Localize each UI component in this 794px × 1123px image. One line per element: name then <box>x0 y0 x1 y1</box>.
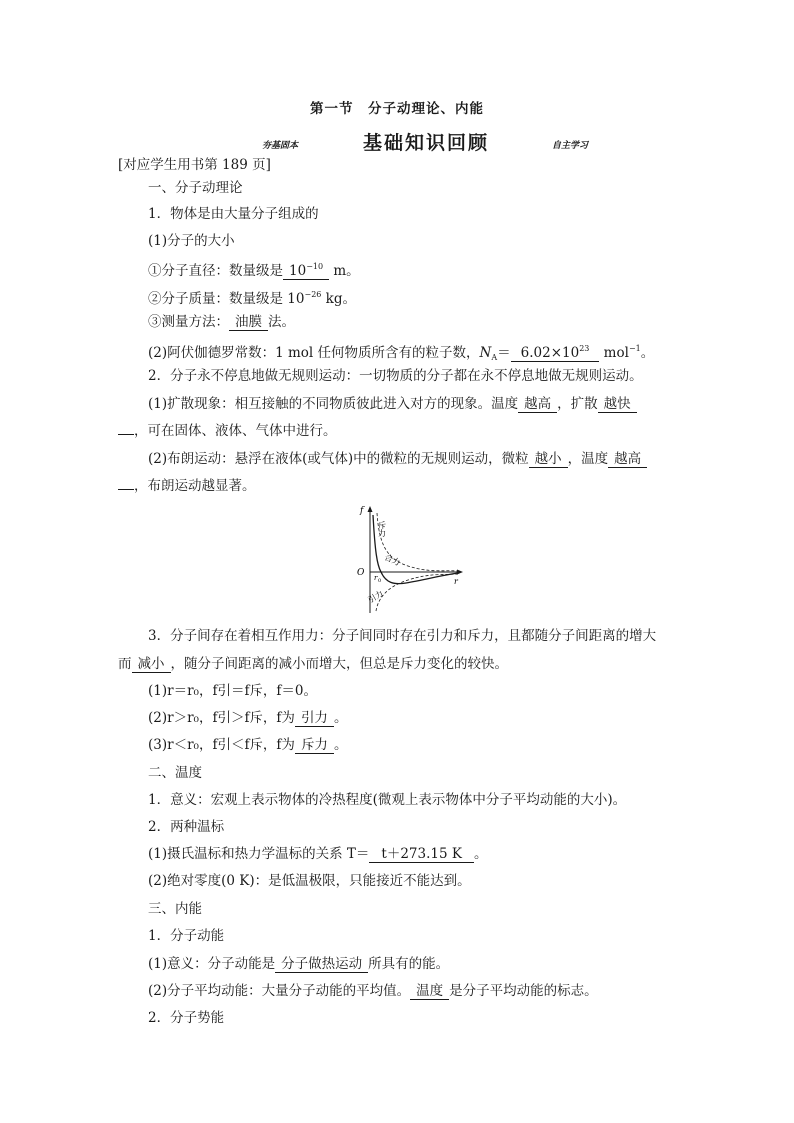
answer-blank: 引力 <box>295 710 334 727</box>
answer-blank <box>511 341 600 362</box>
banner-left-label: 夯基固本 <box>262 141 299 151</box>
paragraph-continuation <box>118 655 508 673</box>
text: ＝ <box>497 345 511 361</box>
answer-blank: 越快 <box>598 396 637 413</box>
text: ③测量方法： <box>148 314 229 330</box>
paragraph: 3．分子间存在着相互作用力：分子间同时存在引力和斥力，且都随分子间距离的增大 <box>148 628 657 644</box>
text: mol <box>599 345 629 361</box>
repulsion-label: 斥力 <box>377 521 387 537</box>
banner-right-label: 自主学习 <box>552 141 589 151</box>
r0-label: r <box>374 574 378 582</box>
paragraph <box>148 450 647 468</box>
text: ①分子直径：数量级是 <box>148 263 283 279</box>
text: 10 <box>289 263 307 279</box>
molecular-force-diagram <box>348 503 464 615</box>
paragraph <box>148 340 654 367</box>
text: 所具有的能。 <box>368 956 450 972</box>
text: (2)r＞r₀，f引＞f斥，f为 <box>148 710 295 726</box>
paragraph <box>148 259 360 280</box>
text: ，温度 <box>567 451 609 467</box>
text: 。 <box>333 710 348 726</box>
attraction-curve <box>376 574 458 611</box>
paragraph: 2．两种温标 <box>148 819 225 835</box>
text: ，随分子间距离的减小而增大，但总是斥力变化的较快。 <box>170 656 508 672</box>
paragraph: 1．分子动能 <box>148 928 225 944</box>
text: 法。 <box>268 314 295 330</box>
answer-blank: 斥力 <box>295 737 334 754</box>
section-heading-2: 二、温度 <box>148 765 202 781</box>
paragraph: 2．分子势能 <box>148 1010 225 1026</box>
text: ，扩散 <box>557 396 598 412</box>
text: (1)扩散现象：相互接触的不同物质彼此进入对方的现象。温度 <box>148 396 519 412</box>
text: ，可在固体、液体、气体中进行。 <box>134 423 337 439</box>
exponent: −26 <box>304 290 322 299</box>
paragraph <box>148 709 347 727</box>
exponent: −1 <box>628 344 641 353</box>
text: m。 <box>329 263 360 279</box>
f-axis-arrow-icon <box>368 506 373 512</box>
text: kg。 <box>321 291 356 307</box>
book-reference: [对应学生用书第 189 页] <box>118 157 271 173</box>
text: (2)分子平均动能：大量分子动能的平均值。 <box>148 983 411 999</box>
text: (3)r＜r₀，f引＜f斥，f为 <box>148 737 295 753</box>
section-heading-1: 一、分子动理论 <box>148 180 243 196</box>
paragraph <box>148 313 295 331</box>
answer-blank: 越小 <box>529 451 568 468</box>
symbol: N <box>479 345 492 361</box>
text: 6.02×10 <box>520 345 580 361</box>
text: (1)摄氏温标和热力学温标的关系 T＝ <box>148 846 370 862</box>
paragraph: (1)r＝r₀，f引＝f斥，f＝0。 <box>148 683 318 699</box>
f-axis-label: f <box>360 506 364 516</box>
answer-blank: 减小 <box>132 656 171 673</box>
text: 是分子平均动能的标志。 <box>449 983 598 999</box>
paragraph <box>148 845 487 863</box>
banner-heading: 基础知识回顾 <box>363 132 490 154</box>
answer-blank: 分子做热运动 <box>275 956 368 973</box>
paragraph <box>148 286 356 308</box>
r-axis-label: r <box>454 577 458 586</box>
paragraph <box>148 395 637 413</box>
paragraph: (1)分子的大小 <box>148 233 235 249</box>
text: 。 <box>640 345 655 361</box>
paragraph <box>148 955 449 973</box>
paragraph: 1．物体是由大量分子组成的 <box>148 206 319 222</box>
text: ②分子质量：数量级是 10 <box>148 291 305 307</box>
paragraph-continuation <box>118 422 337 440</box>
paragraph-continuation <box>118 477 256 495</box>
text: (2)阿伏伽德罗常数：1 mol 任何物质所含有的粒子数， <box>148 345 480 361</box>
origin-label: O <box>357 568 365 578</box>
text: 。 <box>473 846 488 862</box>
answer-blank-tail <box>118 489 134 490</box>
exponent: −10 <box>306 262 324 271</box>
paragraph: 2．分子永不停息地做无规则运动：一切物质的分子都在永不停息地做无规则运动。 <box>148 368 643 384</box>
answer-blank-tail <box>118 434 134 435</box>
paragraph: 1．意义：宏观上表示物体的冷热程度(微观上表示物体中分子平均动能的大小)。 <box>148 792 627 808</box>
section-heading-3: 三、内能 <box>148 901 202 917</box>
text: (2)布朗运动：悬浮在液体(或气体)中的微粒的无规则运动，微粒 <box>148 451 529 467</box>
answer-blank: 越高 <box>518 396 557 413</box>
answer-blank: 油膜 <box>229 314 268 331</box>
answer-blank: t＋273.15 K <box>369 846 474 863</box>
answer-blank <box>283 259 329 280</box>
paragraph: (2)绝对零度(0 K)：是低温极限，只能接近不能达到。 <box>148 873 471 889</box>
text: ，布朗运动越显著。 <box>134 478 256 494</box>
subscript: A <box>491 353 498 362</box>
answer-blank: 温度 <box>410 983 449 1000</box>
text: (1)意义：分子动能是 <box>148 956 276 972</box>
attraction-label: 引力 <box>366 588 385 605</box>
exponent: 23 <box>579 344 590 353</box>
paragraph <box>148 982 598 1000</box>
paragraph <box>148 736 347 754</box>
answer-blank: 越高 <box>608 451 647 468</box>
r0-subscript: 0 <box>378 578 382 584</box>
text: 。 <box>333 737 348 753</box>
page-title: 第一节 分子动理论、内能 <box>310 101 484 117</box>
net-force-label: 合力 <box>383 552 402 568</box>
text: 而 <box>118 656 132 672</box>
